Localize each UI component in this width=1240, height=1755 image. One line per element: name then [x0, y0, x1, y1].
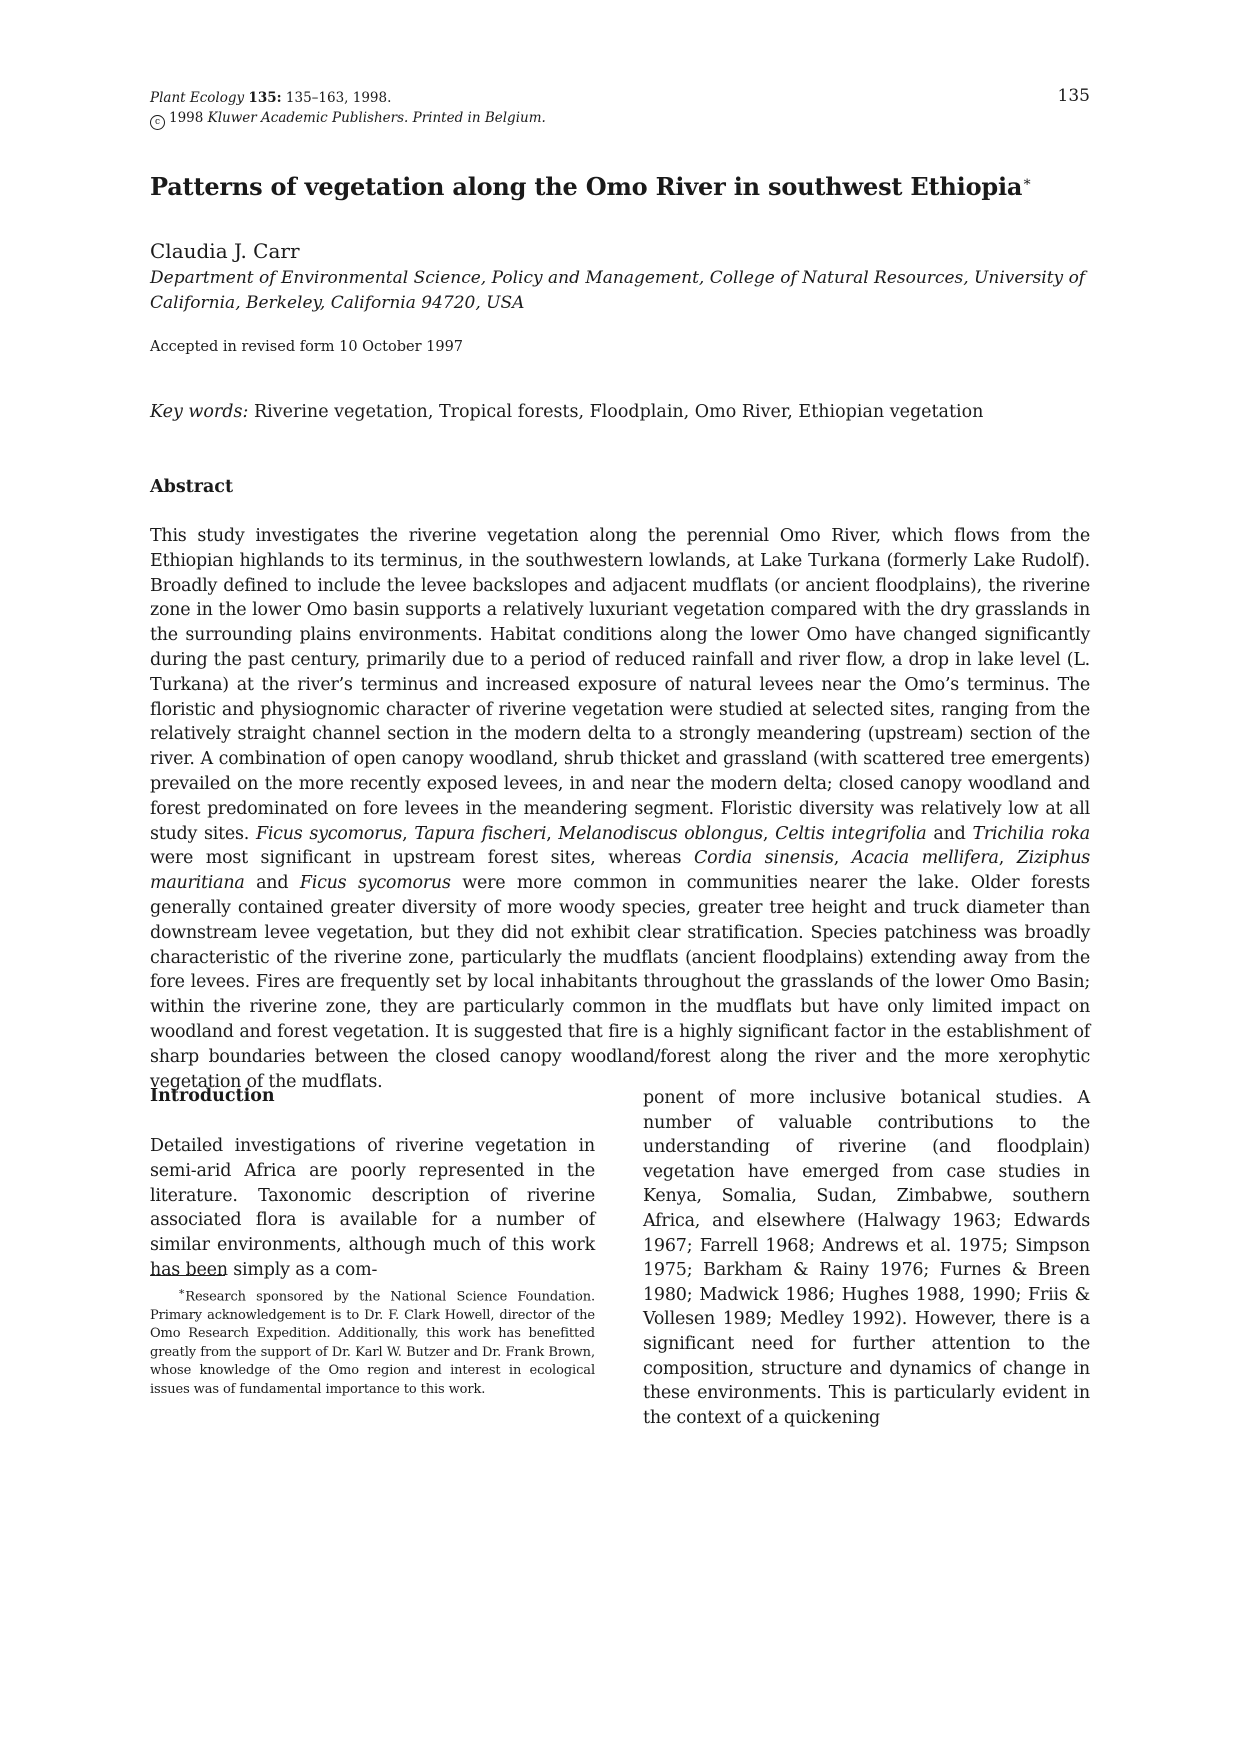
keywords-text: Riverine vegetation, Tropical forests, Floodplain, Omo River, Ethiopian vegetation [253, 402, 984, 422]
pages-year: 135–163, 1998. [281, 90, 392, 106]
abstract-body [150, 524, 1090, 1094]
introduction-right-column: ponent of more inclusive botanical studies. A number of valuable contributions to the understanding of riverine (and floodplain) vegetation have emerged from case studies in Kenya, Somalia, Sudan, Zimbabwe, southern Africa, and elsewhere (Halwagy 1963; Edwards 1967; Farrell 1968; Andrews et al. 1975; Simpson 1975; Barkham & Rainy 1976; Furnes & Breen 1980; Madwick 1986; Hughes 1988, 1990; Friis & Vollesen 1989; Medley 1992). However, there is a significant need for further attention to the composition, structure and dynamics of change in these environments. This is particularly evident in the context of a quickening [643, 1088, 1090, 1428]
citation-line [150, 88, 546, 108]
abstract-text: and [244, 873, 300, 894]
introduction-heading: Introduction [150, 1086, 275, 1106]
species-name: Celtis integrifolia [775, 823, 927, 844]
copyright-icon: c [150, 115, 165, 130]
page-number: 135 [1057, 86, 1090, 106]
keywords-label: Key words: [150, 402, 249, 422]
species-name: Ziziphus mauritiana [150, 848, 1090, 894]
author-name: Claudia J. Carr [150, 239, 300, 263]
footnote [150, 1283, 595, 1399]
abstract-text: , [546, 823, 559, 844]
species-name: Tapura fischeri [414, 823, 547, 844]
species-name: Cordia sinensis [693, 848, 834, 869]
abstract-heading: Abstract [150, 477, 234, 497]
keywords [150, 402, 983, 422]
species-name: Acacia mellifera [851, 848, 999, 869]
title-footnote-mark: ∗ [1022, 174, 1032, 190]
abstract-text: were most significant in upstream forest sites, whereas [150, 848, 694, 869]
journal-name: Plant Ecology [150, 90, 245, 106]
running-head [150, 88, 546, 130]
species-name: Ficus sycomorus [299, 873, 451, 894]
introduction-left-column: Detailed investigations of riverine vegetation in semi-arid Africa are poorly represented in the literature. Taxonomic description of riverine associated flora is available for a number of similar environments, although much of this work has been simply as a com- [150, 1136, 595, 1280]
volume: 135: [248, 90, 282, 106]
abstract-text: , [762, 823, 776, 844]
paper-title-text: Patterns of vegetation along the Omo River in southwest Ethiopia [150, 172, 1023, 201]
species-name: Trichilia roka [972, 823, 1090, 844]
abstract-text-1: This study investigates the riverine vegetation along the perennial Omo River, which flows from the Ethiopian highlands to its terminus, in the southwestern lowlands, at Lake Turkana (formerly Lake Rudolf). Broadly defined to include the levee backslopes and adjacent mudflats (or ancient floodplains), the riverine zone in the lower Omo basin supports a relatively luxuriant vegetation compared with the dry grasslands in the surrounding plains environments. Habitat conditions along the lower Omo have changed significantly during the past century, primarily due to a period of reduced rainfall and river flow, a drop in lake level (L. Turkana) at the river’s terminus and increased exposure of natural levees near the Omo’s terminus. The floristic and physiognomic character of riverine vegetation were studied at selected sites, ranging from the relatively straight channel section in the modern delta to a strongly meandering (upstream) section of the river. A combination of open canopy woodland, shrub thicket and grassland (with scattered tree emergents) prevailed on the more recently exposed levees, in and near the modern delta; closed canopy woodland and forest predominated on fore levees in the meandering segment. Floristic diversity was relatively low at all study sites. [150, 526, 1090, 844]
paper-title [150, 172, 1032, 201]
species-name: Melanodiscus oblongus [558, 823, 763, 844]
author-affiliation: Department of Environmental Science, Policy and Management, College of Natural Resources, University of California, Berkeley, California 94720, USA [150, 268, 1086, 313]
publisher: Kluwer Academic Publishers. Printed in Belgium. [207, 110, 546, 126]
footnote-mark: ∗ [178, 1285, 186, 1298]
abstract-text: and [926, 823, 973, 844]
abstract-text: , [402, 823, 415, 844]
footnote-divider [150, 1275, 225, 1276]
footnote-text: Research sponsored by the National Science Foundation. Primary acknowledgement is to Dr. F. Clark Howell, director of the Omo Research Expedition. Additionally, this work has benefitted greatly from the support of Dr. Karl W. Butzer and Dr. Frank Brown, whose knowledge of the Omo region and interest in ecological issues was of fundamental importance to this work. [150, 1289, 595, 1397]
copyright-line [150, 108, 546, 130]
abstract-text: , [833, 848, 852, 869]
accepted-date: Accepted in revised form 10 October 1997 [150, 339, 464, 355]
copyright-year: 1998 [169, 110, 204, 126]
abstract-text: , [998, 848, 1017, 869]
abstract-text-2: were more common in communities nearer the lake. Older forests generally contained greater diversity of more woody species, greater tree height and truck diameter than downstream levee vegetation, but they did not exhibit clear stratification. Species patchiness was broadly characteristic of the riverine zone, particularly the mudflats (ancient floodplains) extending away from the fore levees. Fires are frequently set by local inhabitants throughout the grasslands of the lower Omo Basin; within the riverine zone, they are particularly common in the mudflats but have only limited impact on woodland and forest vegetation. It is suggested that fire is a highly significant factor in the establishment of sharp boundaries between the closed canopy woodland/forest along the river and the more xerophytic vegetation of the mudflats. [150, 873, 1090, 1092]
species-name: Ficus sycomorus [255, 823, 403, 844]
